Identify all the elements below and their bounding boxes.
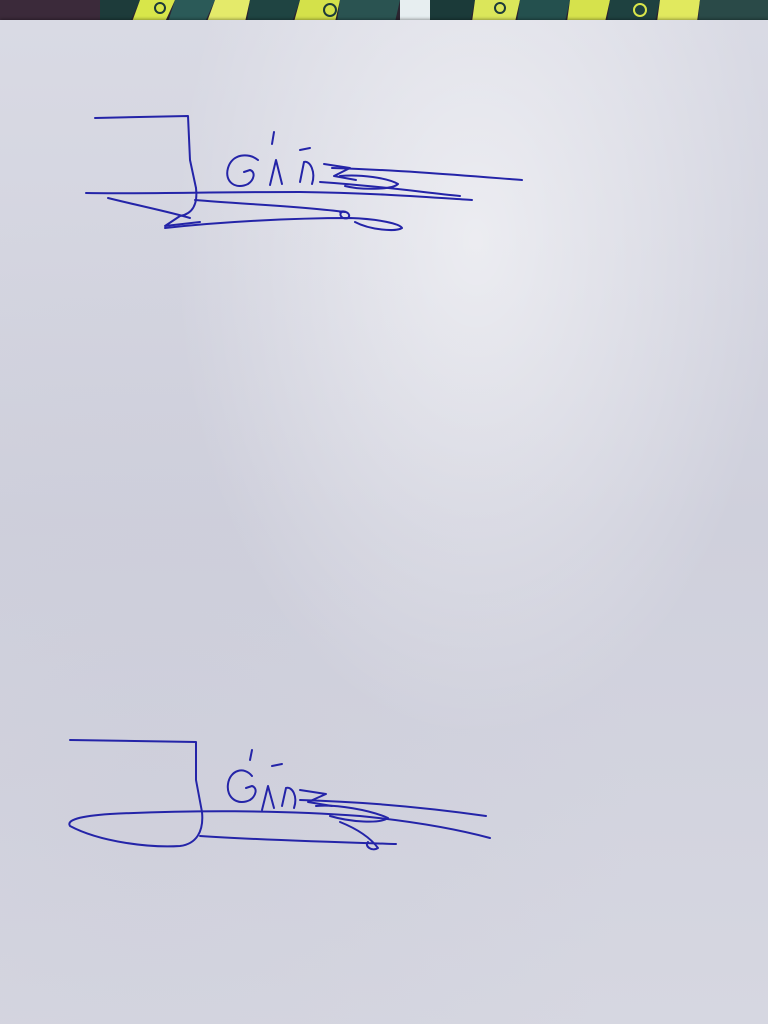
signature-top [86, 116, 522, 230]
signature-bottom [69, 740, 490, 849]
